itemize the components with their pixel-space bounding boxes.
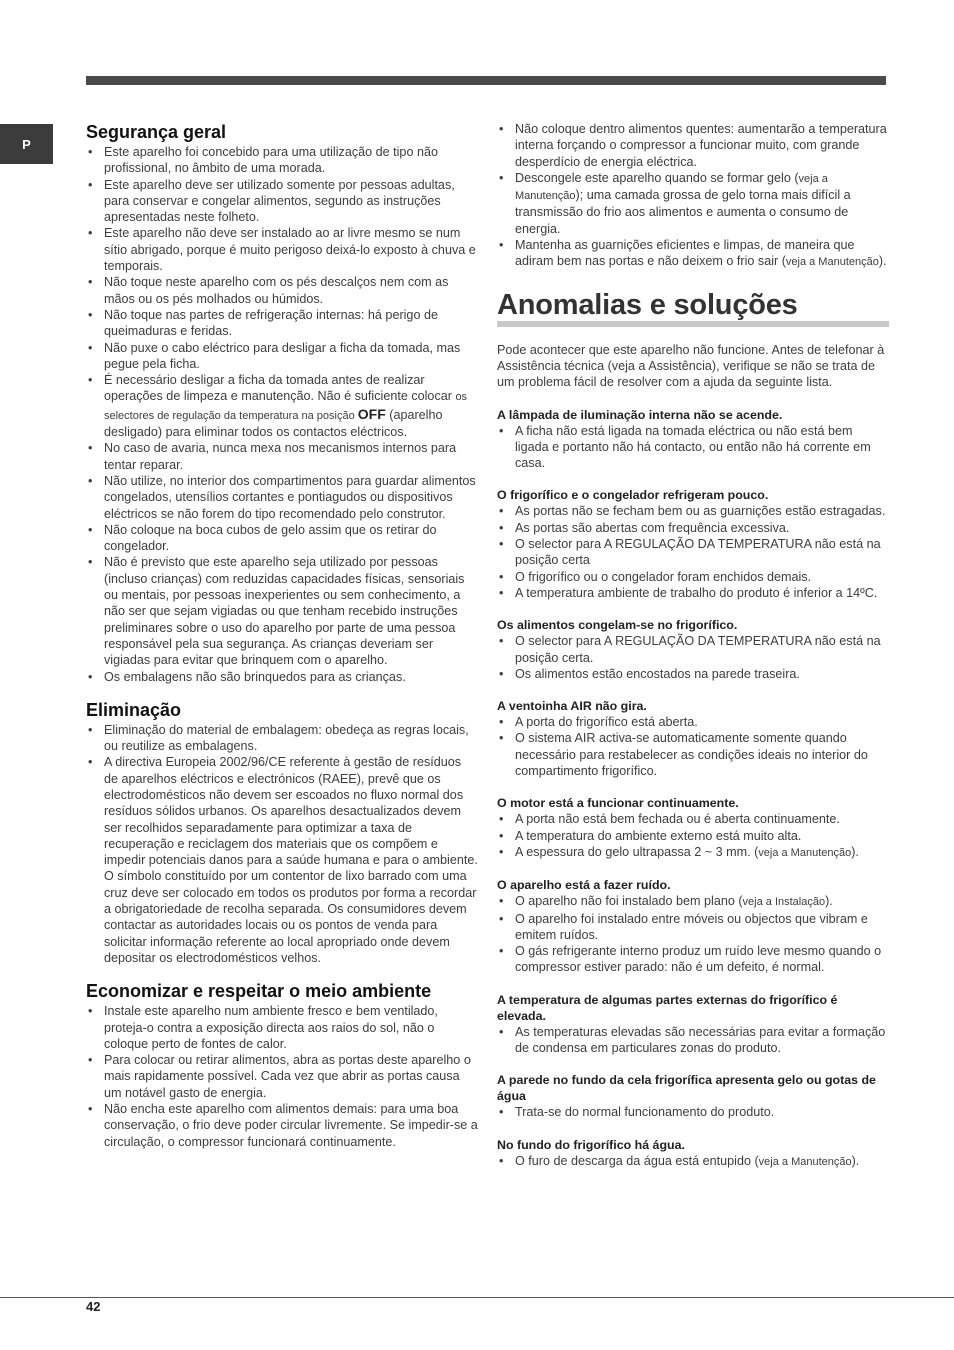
- list-item: • Não coloque dentro alimentos quentes: aumentarão a temperatura interna forçando o compressor a funcionar muito, com grande desperdício de energia eléctrica.: [497, 121, 889, 170]
- list-item: • Eliminação do material de embalagem: obedeça as regras locais, ou reutilize as embalagens.: [86, 722, 478, 755]
- list-item-text: ); uma camada grossa de gelo torna mais difícil a transmissão do frio aos alimentos e aumenta o consumo de energia.: [515, 188, 851, 236]
- list-item: • A porta não está bem fechada ou é aberta continuamente.: [497, 811, 889, 827]
- list-item: • A ficha não está ligada na tomada eléctrica ou não está bem ligada e portanto não há contacto, ou então não há corrente em casa.: [497, 423, 889, 472]
- list-item: • Este aparelho foi concebido para uma utilização de tipo não profissional, no âmbito de uma morada.: [86, 144, 478, 177]
- problem-title: O frigorífico e o congelador refrigeram pouco.: [497, 488, 769, 503]
- list-item-text: É necessário desligar a ficha da tomada antes de realizar operações de limpeza e manutenção. Não é suficiente colocar: [104, 373, 456, 404]
- problem-title: O aparelho está a fazer ruído.: [497, 878, 671, 893]
- list-item: [497, 170, 889, 237]
- list-item: • O selector para A REGULAÇÃO DA TEMPERATURA não está na posição certa.: [497, 633, 889, 666]
- list-item: • A temperatura ambiente de trabalho do produto é inferior a 14ºC.: [497, 585, 889, 601]
- page-title: Anomalias e soluções: [497, 289, 889, 327]
- list-item: [497, 237, 889, 271]
- list-item: • Não é previsto que este aparelho seja utilizado por pessoas (incluso crianças) com reduzidas capacidades físicas, sensoriais ou mentais, por pessoas inexperientes ou sem conhecimento, a não ser que sejam vigiadas ou que tenham recebido instruções preliminares sobre o uso do aparelho por parte de uma pessoa responsável pela sua segurança. As crianças deveriam ser vigiadas para evitar que brinquem com o aparelho.: [86, 554, 478, 668]
- problem-list: [497, 893, 889, 975]
- list-item: • Trata-se do normal funcionamento do produto.: [497, 1104, 889, 1120]
- list-item: • Este aparelho deve ser utilizado somente por pessoas adultas, para conservar e congelar alimentos, segundo as instruções apresentadas neste folheto.: [86, 177, 478, 226]
- seguranca-list: [86, 144, 478, 685]
- list-item-text: O furo de descarga da água está entupido (: [515, 1153, 759, 1168]
- section-title-eliminacao: Eliminação: [86, 699, 182, 720]
- list-item: [86, 372, 478, 440]
- list-item: • No caso de avaria, nunca mexa nos mecanismos internos para tentar reparar.: [86, 440, 478, 473]
- list-item: • Os embalagens não são brinquedos para as crianças.: [86, 669, 478, 685]
- problem-list: [497, 423, 889, 472]
- list-item: • A directiva Europeia 2002/96/CE referente à gestão de resíduos de aparelhos eléctricos e electrónicos (RAEE), prevê que os electrodomésticos não devem ser escoados no fluxo normal dos resíduos sólidos urbanos. Os aparelhos desactualizados devem ser recolhidos separadamente para optimizar a taxa de recuperação e reciclagem dos materiais que os compõem e impedir potenciais danos para a saúde humana e para o ambiente. O símbolo constituído por um contentor de lixo barrado com uma cruz deve ser colocado em todos os produtos por forma a recordar a obrigatoriedade de recolha separada. Os consumidores devem contactar as autoridades locais ou os pontos de venda para solicitar informação referente ao local apropriado onde devem depositar os electrodomésticos velhos.: [86, 754, 478, 966]
- list-item: • Este aparelho não deve ser instalado ao ar livre mesmo se num sítio abrigado, porque é muito perigoso deixá-lo exposto à chuva e temporais.: [86, 225, 478, 274]
- right-column: [497, 121, 889, 1170]
- reference-link: veja a Manutenção: [515, 172, 828, 203]
- list-item: • Não toque nas partes de refrigeração internas: há perigo de queimaduras e feridas.: [86, 307, 478, 340]
- list-item: • As temperaturas elevadas são necessárias para evitar a formação de condensa em particulares zonas do produto.: [497, 1024, 889, 1057]
- problem-list: [497, 1104, 889, 1120]
- reference-link: veja a Manutenção: [785, 256, 879, 269]
- problem-title: A ventoinha AIR não gira.: [497, 699, 647, 714]
- list-item: • A porta do frigorífico está aberta.: [497, 714, 889, 730]
- problem-list: [497, 811, 889, 861]
- list-item: • Não puxe o cabo eléctrico para desligar a ficha da tomada, mas pegue pela ficha.: [86, 340, 478, 373]
- reference-link: veja a Manutenção: [758, 846, 852, 859]
- list-item-text: ).: [825, 894, 833, 909]
- language-tab: P: [0, 124, 53, 164]
- list-item: • O selector para A REGULAÇÃO DA TEMPERATURA não está na posição certa: [497, 536, 889, 569]
- list-item: • As portas são abertas com frequência excessiva.: [497, 520, 889, 536]
- list-item-text: O aparelho não foi instalado bem plano (: [515, 894, 743, 909]
- off-label: OFF: [357, 405, 386, 422]
- list-item: • A temperatura do ambiente externo está muito alta.: [497, 828, 889, 844]
- list-item: • O aparelho foi instalado entre móveis ou objectos que vibram e emitem ruídos.: [497, 911, 889, 944]
- problem-list: [497, 503, 889, 601]
- problem-list: [497, 1153, 889, 1170]
- footer-rule: [0, 1297, 954, 1298]
- problem-list: [497, 633, 889, 682]
- problem-title: A lâmpada de iluminação interna não se acende.: [497, 407, 783, 422]
- section-title-seguranca: Segurança geral: [86, 122, 227, 142]
- problem-title: O motor está a funcionar continuamente.: [497, 796, 739, 811]
- list-item: • Instale este aparelho num ambiente fresco e bem ventilado, proteja-o contra a exposição directa aos raios do sol, não o coloque perto de fontes de calor.: [86, 1003, 478, 1052]
- list-item-text: Descongele este aparelho quando se formar gelo (: [515, 170, 799, 185]
- problem-title: A parede no fundo da cela frigorífica apresenta gelo ou gotas de água: [497, 1073, 876, 1104]
- problem-list: [497, 1024, 889, 1057]
- list-item: • Não encha este aparelho com alimentos demais: para uma boa conservação, o frio deve poder circular livremente. Se impedir-se a circulação, o compressor funcionará continuamente.: [86, 1101, 478, 1150]
- list-item: • Para colocar ou retirar alimentos, abra as portas deste aparelho o mais rapidamente possível. Cada vez que abrir as portas causa um notável gasto de energia.: [86, 1052, 478, 1101]
- list-item: • Não utilize, no interior dos compartimentos para guardar alimentos congelados, utensílios cortantes e pontiagudos ou dispositivos eléctricos se não forem do tipo recomendado pelo construtor.: [86, 473, 478, 522]
- list-item-text: (aparelho desligado) para eliminar todos os contactos eléctricos.: [104, 407, 443, 440]
- economizar-list-continued: [497, 121, 889, 271]
- economizar-list: [86, 1003, 478, 1150]
- list-item: [497, 1153, 889, 1170]
- list-item: • As portas não se fecham bem ou as guarnições estão estragadas.: [497, 503, 889, 519]
- list-item-text: os selectores de regulação da temperatura na posição: [104, 391, 468, 422]
- list-item-text: ).: [851, 844, 859, 859]
- eliminacao-list: [86, 722, 478, 966]
- list-item-text: A espessura do gelo ultrapassa 2 ~ 3 mm. (: [515, 844, 759, 859]
- list-item: • Não coloque na boca cubos de gelo assim que os retirar do congelador.: [86, 522, 478, 555]
- left-column: [86, 121, 478, 1150]
- list-item-text: ).: [878, 254, 887, 269]
- page-number: 42: [86, 1299, 101, 1314]
- list-item: [497, 844, 889, 861]
- list-item: • Os alimentos estão encostados na parede traseira.: [497, 666, 889, 682]
- header-rule: [86, 76, 886, 85]
- section-title-economizar: Economizar e respeitar o meio ambiente: [86, 981, 432, 1002]
- intro-paragraph: Pode acontecer que este aparelho não funcione. Antes de telefonar à Assistência técnica (veja a Assistência), verifique se não se trata de um problema fácil de resolver com a ajuda da seguinte lista.: [497, 342, 885, 390]
- reference-link: veja a Manutenção: [758, 1155, 852, 1168]
- list-item: • O sistema AIR activa-se automaticamente somente quando necessário para restabelecer as condições ideais no interior do compartimento frigorífico.: [497, 730, 889, 779]
- problem-list: [497, 714, 889, 779]
- problem-title: No fundo do frigorífico há água.: [497, 1137, 685, 1152]
- list-item-text: ).: [851, 1153, 860, 1168]
- list-item: [497, 893, 889, 910]
- problem-title: Os alimentos congelam-se no frigorífico.: [497, 618, 738, 633]
- list-item: • Não toque neste aparelho com os pés descalços nem com as mãos ou os pés molhados ou húmidos.: [86, 274, 478, 307]
- reference-link: veja a Instalação: [742, 896, 826, 909]
- list-item: • O frigorífico ou o congelador foram enchidos demais.: [497, 569, 889, 585]
- list-item-text: Mantenha as guarnições eficientes e limpas, de maneira que adiram bem nas portas e não deixem o frio sair (: [515, 238, 855, 269]
- problem-title: A temperatura de algumas partes externas do frigorífico é elevada.: [497, 992, 838, 1023]
- list-item: • O gás refrigerante interno produz um ruído leve mesmo quando o compressor estiver parado: não é um defeito, é normal.: [497, 943, 889, 976]
